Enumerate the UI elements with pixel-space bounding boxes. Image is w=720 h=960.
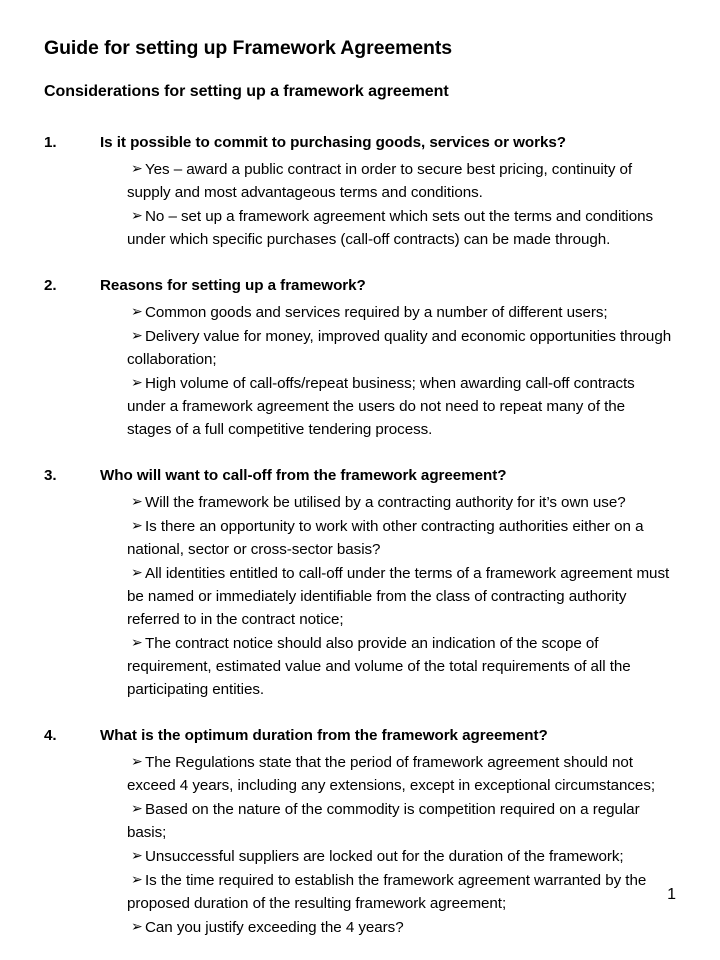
arrowhead-bullet-icon: ➢ (131, 848, 143, 864)
bullet-item (127, 205, 672, 251)
arrowhead-bullet-icon: ➢ (131, 754, 143, 770)
section-number: 3. (44, 467, 57, 484)
sections-container (44, 132, 672, 939)
arrowhead-bullet-icon: ➢ (131, 375, 143, 391)
section-heading (44, 132, 672, 154)
section-title: What is the optimum duration from the framework agreement? (100, 727, 548, 744)
bullet-text: All identities entitled to call-off under the terms of a framework agreement must be named or immediately identifiable from the class of contracting authority referred to in the contract notice; (127, 565, 670, 628)
bullet-item (127, 632, 672, 701)
bullet-item (127, 372, 672, 441)
section-heading (44, 465, 672, 487)
bullet-text: Is there an opportunity to work with other contracting authorities either on a national, sector or cross-sector basis? (127, 518, 644, 558)
bullet-list (44, 158, 672, 251)
bullet-item (127, 751, 672, 797)
bullet-item (127, 515, 672, 561)
document-section (44, 725, 672, 939)
bullet-text: Based on the nature of the commodity is competition required on a regular basis; (127, 801, 640, 841)
bullet-text: Unsuccessful suppliers are locked out for the duration of the framework; (145, 848, 624, 865)
bullet-item (127, 869, 672, 915)
arrowhead-bullet-icon: ➢ (131, 801, 143, 817)
bullet-text: The Regulations state that the period of framework agreement should not exceed 4 years, including any extensions, except in exceptional circumstances; (127, 754, 656, 794)
section-heading (44, 275, 672, 297)
bullet-text: Yes – award a public contract in order to secure best pricing, continuity of supply and most advantageous terms and conditions. (127, 161, 633, 201)
section-number: 4. (44, 727, 57, 744)
bullet-item (127, 158, 672, 204)
arrowhead-bullet-icon: ➢ (131, 304, 143, 320)
document-section (44, 275, 672, 441)
section-number: 1. (44, 134, 57, 151)
arrowhead-bullet-icon: ➢ (131, 161, 143, 177)
arrowhead-bullet-icon: ➢ (131, 565, 143, 581)
bullet-text: The contract notice should also provide an indication of the scope of requirement, estimated value and volume of the total requirements of all the participating entities. (127, 635, 631, 698)
bullet-item (127, 845, 672, 868)
bullet-text: High volume of call-offs/repeat business; when awarding call-off contracts under a framework agreement the users do not need to repeat many of the stages of a full competitive tendering process. (127, 375, 635, 438)
section-title: Who will want to call-off from the framework agreement? (100, 467, 507, 484)
arrowhead-bullet-icon: ➢ (131, 919, 143, 935)
bullet-text: Common goods and services required by a number of different users; (145, 304, 608, 321)
bullet-text: Is the time required to establish the framework agreement warranted by the proposed duration of the resulting framework agreement; (127, 872, 647, 912)
bullet-text: Delivery value for money, improved quality and economic opportunities through collaboration; (127, 328, 672, 368)
page-subtitle: Considerations for setting up a framework agreement (44, 83, 449, 100)
bullet-list (44, 751, 672, 939)
arrowhead-bullet-icon: ➢ (131, 635, 143, 651)
section-heading (44, 725, 672, 747)
bullet-text: Can you justify exceeding the 4 years? (145, 919, 404, 936)
arrowhead-bullet-icon: ➢ (131, 328, 143, 344)
page-title: Guide for setting up Framework Agreements (44, 37, 452, 59)
bullet-list (44, 301, 672, 441)
document-section (44, 465, 672, 701)
arrowhead-bullet-icon: ➢ (131, 872, 143, 888)
bullet-item (127, 325, 672, 371)
page-number: 1 (667, 886, 676, 903)
bullet-list (44, 491, 672, 701)
arrowhead-bullet-icon: ➢ (131, 518, 143, 534)
bullet-item (127, 301, 672, 324)
bullet-item (127, 491, 672, 514)
document-section (44, 132, 672, 251)
bullet-item (127, 916, 672, 939)
section-title: Reasons for setting up a framework? (100, 277, 366, 294)
bullet-text: No – set up a framework agreement which sets out the terms and conditions under which specific purchases (call-off contracts) can be made through. (127, 208, 654, 248)
arrowhead-bullet-icon: ➢ (131, 208, 143, 224)
bullet-item (127, 562, 672, 631)
bullet-text: Will the framework be utilised by a contracting authority for it’s own use? (145, 494, 626, 511)
arrowhead-bullet-icon: ➢ (131, 494, 143, 510)
bullet-item (127, 798, 672, 844)
section-number: 2. (44, 277, 57, 294)
section-title: Is it possible to commit to purchasing goods, services or works? (100, 134, 567, 151)
